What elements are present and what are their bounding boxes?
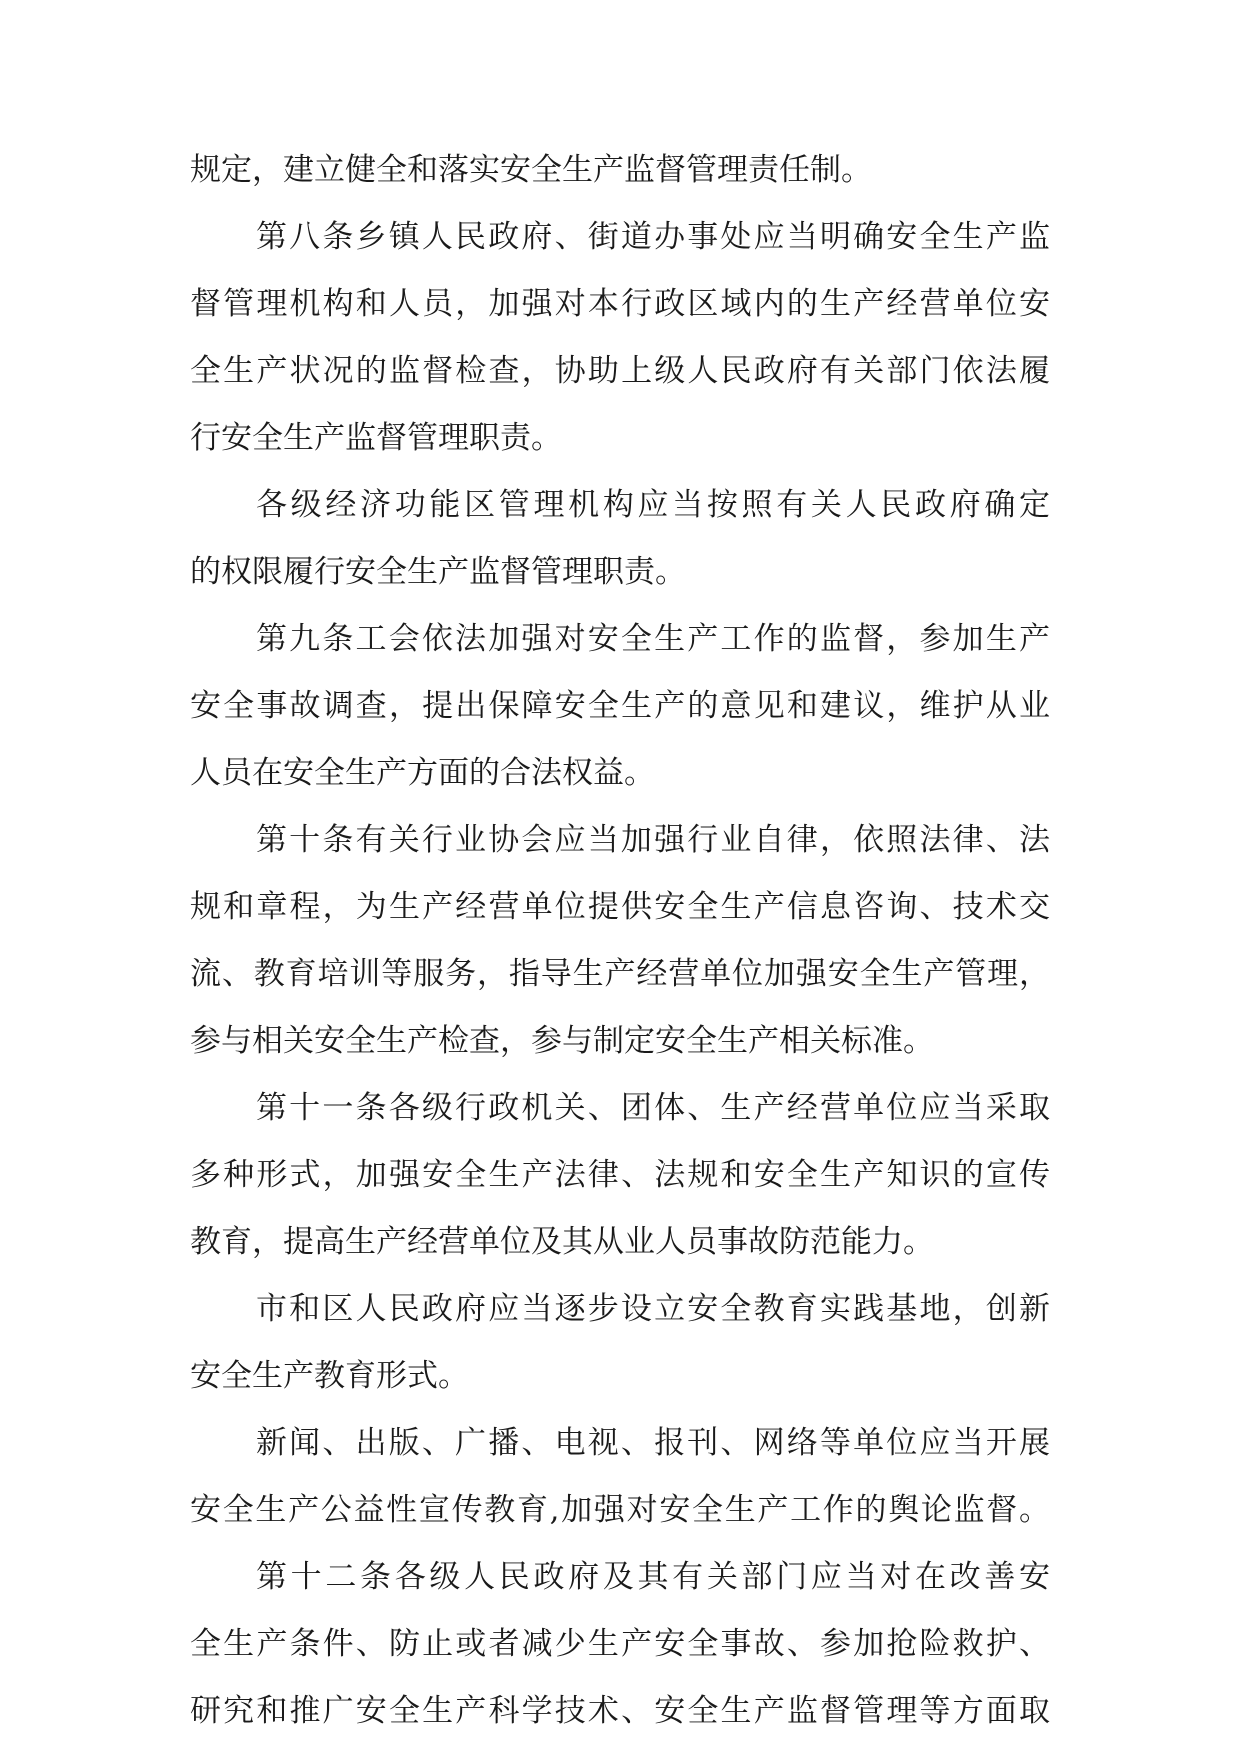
- text-line: 研究和推广安全生产科学技术、安全生产监督管理等方面取: [190, 1693, 1050, 1729]
- text-line: 第九条工会依法加强对安全生产工作的监督，参加生产: [256, 621, 1050, 657]
- text-line: 第八条乡镇人民政府、街道办事处应当明确安全生产监: [256, 219, 1050, 255]
- text-line: 全生产状况的监督检查，协助上级人民政府有关部门依法履: [190, 353, 1050, 389]
- text-line: 第十二条各级人民政府及其有关部门应当对在改善安: [256, 1559, 1050, 1595]
- text-line: 人员在安全生产方面的合法权益。: [190, 755, 655, 791]
- text-line: 流、教育培训等服务，指导生产经营单位加强安全生产管理，: [190, 956, 1050, 992]
- text-line: 规和章程，为生产经营单位提供安全生产信息咨询、技术交: [190, 889, 1050, 925]
- text-line: 第十条有关行业协会应当加强行业自律，依照法律、法: [256, 822, 1050, 858]
- text-line: 新闻、出版、广播、电视、报刊、网络等单位应当开展: [256, 1425, 1050, 1461]
- text-line: 安全生产公益性宣传教育,加强对安全生产工作的舆论监督。: [190, 1492, 1050, 1528]
- text-line: 的权限履行安全生产监督管理职责。: [190, 554, 686, 590]
- text-line: 教育，提高生产经营单位及其从业人员事故防范能力。: [190, 1224, 934, 1260]
- text-line: 规定，建立健全和落实安全生产监督管理责任制。: [190, 152, 872, 188]
- text-line: 督管理机构和人员，加强对本行政区域内的生产经营单位安: [190, 286, 1050, 322]
- text-line: 安全生产教育形式。: [190, 1358, 469, 1394]
- text-line: 市和区人民政府应当逐步设立安全教育实践基地，创新: [256, 1291, 1050, 1327]
- text-line: 参与相关安全生产检查，参与制定安全生产相关标准。: [190, 1023, 934, 1059]
- text-line: 安全事故调查，提出保障安全生产的意见和建议，维护从业: [190, 688, 1050, 724]
- text-line: 第十一条各级行政机关、团体、生产经营单位应当采取: [256, 1090, 1050, 1126]
- text-line: 多种形式，加强安全生产法律、法规和安全生产知识的宣传: [190, 1157, 1050, 1193]
- text-line: 全生产条件、防止或者减少生产安全事故、参加抢险救护、: [190, 1626, 1050, 1662]
- text-line: 各级经济功能区管理机构应当按照有关人民政府确定: [256, 487, 1050, 523]
- text-line: 行安全生产监督管理职责。: [190, 420, 562, 456]
